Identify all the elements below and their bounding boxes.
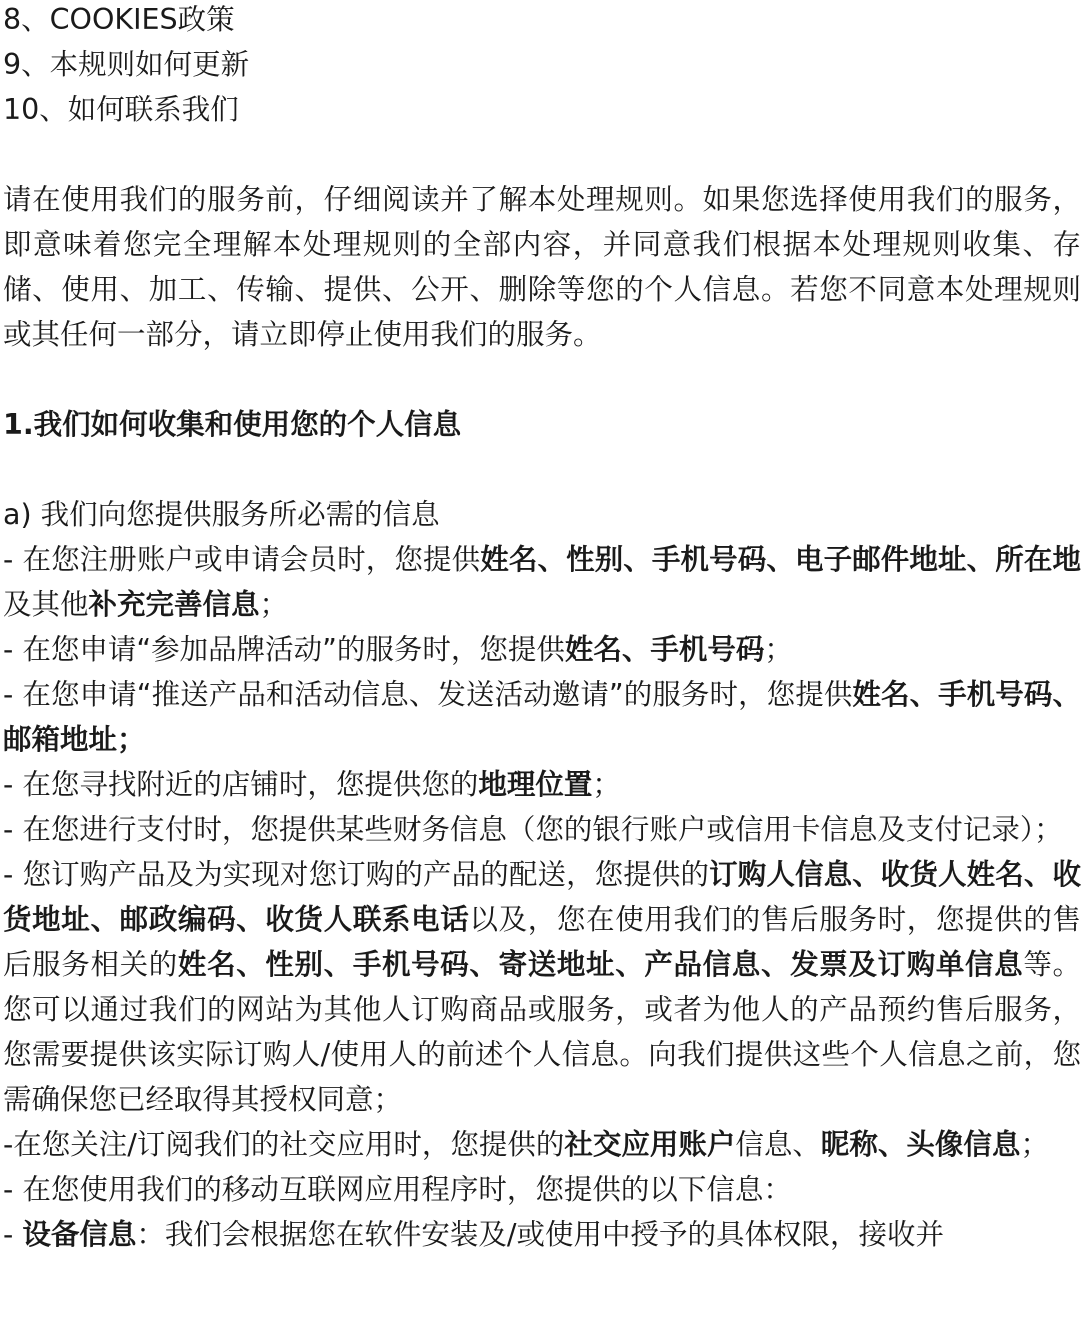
toc-item-10: 10、如何联系我们 — [3, 93, 239, 126]
toc-item-9: 9、本规则如何更新 — [3, 48, 250, 81]
sub-list-item-device-info: - 设备信息：我们会根据您在软件安装及/或使用中授予的具体权限，接收并 — [3, 1218, 944, 1251]
toc-item-8: 8、COOKIES政策 — [3, 3, 235, 36]
policy-document — [3, 0, 1081, 1257]
spacer — [3, 357, 1081, 402]
list-item-mobile-app: - 在您使用我们的移动互联网应用程序时，您提供的以下信息： — [3, 1173, 792, 1206]
list-item-push-info: - 在您申请“推送产品和活动信息、发送活动邀请”的服务时，您提供姓名、手机号码、邮箱地址； — [3, 678, 1081, 756]
list-item-payment: - 在您进行支付时，您提供某些财务信息（您的银行账户或信用卡信息及支付记录）； — [3, 813, 1063, 846]
list-item-store-locator: - 在您寻找附近的店铺时，您提供您的地理位置； — [3, 768, 621, 801]
section-1-title: 1.我们如何收集和使用您的个人信息 — [3, 408, 462, 441]
list-item-social-apps: -在您关注/订阅我们的社交应用时，您提供的社交应用账户信息、昵称、头像信息； — [3, 1128, 1049, 1161]
subsection-a-title: a) 我们向您提供服务所必需的信息 — [3, 498, 440, 531]
spacer — [3, 447, 1081, 492]
list-item-registration: - 在您注册账户或申请会员时，您提供姓名、性别、手机号码、电子邮件地址、所在地及其他补充完善信息； — [3, 543, 1081, 621]
intro-paragraph: 请在使用我们的服务前，仔细阅读并了解本处理规则。如果您选择使用我们的服务，即意味着您完全理解本处理规则的全部内容，并同意我们根据本处理规则收集、存储、使用、加工、传输、提供、公开、删除等您的个人信息。若您不同意本处理规则或其任何一部分，请立即停止使用我们的服务。 — [3, 183, 1081, 351]
list-item-order-delivery: - 您订购产品及为实现对您订购的产品的配送，您提供的订购人信息、收货人姓名、收货地址、邮政编码、收货人联系电话以及，您在使用我们的售后服务时，您提供的售后服务相关的姓名、性别、手机号码、寄送地址、产品信息、发票及订购单信息等。您可以通过我们的网站为其他人订购商品或服务，或者为他人的产品预约售后服务，您需要提供该实际订购人/使用人的前述个人信息。向我们提供这些个人信息之前，您需确保您已经取得其授权同意； — [3, 858, 1081, 1116]
spacer — [3, 132, 1081, 177]
list-item-brand-activity: - 在您申请“参加品牌活动”的服务时，您提供姓名、手机号码； — [3, 633, 793, 666]
